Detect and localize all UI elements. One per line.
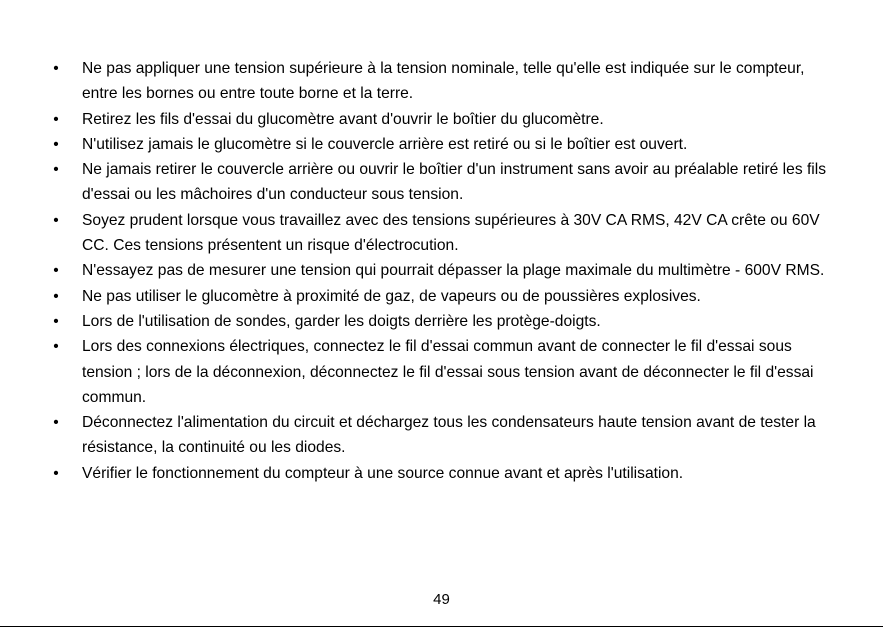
list-item <box>0 284 883 309</box>
bullet-icon: • <box>53 464 59 482</box>
list-item <box>0 56 883 107</box>
list-item-text: Retirez les fils d'essai du glucomètre avant d'ouvrir le boîtier du glucomètre. <box>82 110 604 128</box>
list-item <box>0 309 883 334</box>
bullet-icon: • <box>53 338 59 356</box>
bullet-icon: • <box>53 60 59 77</box>
list-item <box>0 258 883 283</box>
bullet-icon: • <box>53 135 59 153</box>
list-item-text: Lors de l'utilisation de sondes, garder les doigts derrière les protège-doigts. <box>82 312 601 330</box>
bullet-icon: • <box>53 312 59 330</box>
footer-divider <box>0 626 883 627</box>
list-item <box>0 157 883 208</box>
list-item-text: Vérifier le fonctionnement du compteur à une source connue avant et après l'utilisation. <box>82 464 684 482</box>
list-item-text: Ne pas appliquer une tension supérieure à la tension nominale, telle qu'elle est indiquée sur le compteur, entre les bornes ou entre toute borne et la terre. <box>82 60 805 103</box>
list-item <box>0 461 883 486</box>
list-item <box>0 107 883 132</box>
list-item-text: Soyez prudent lorsque vous travaillez avec des tensions supérieures à 30V CA RMS, 42V CA crête ou 60V CC. Ces tensions présentent un risque d'électrocution. <box>82 211 820 255</box>
list-item-text: Lors des connexions électriques, connectez le fil d'essai commun avant de connecter le fil d'essai sous tension ; lors de la déconnexion, déconnectez le fil d'essai sous tension avant de déconnecter le fil d'essai commun. <box>82 338 814 406</box>
safety-bullet-list <box>0 56 883 486</box>
list-item <box>0 132 883 157</box>
bullet-icon: • <box>53 110 59 128</box>
bullet-icon: • <box>53 414 59 432</box>
list-item-text: Déconnectez l'alimentation du circuit et déchargez tous les condensateurs haute tension avant de tester la résistance, la continuité ou les diodes. <box>82 414 816 457</box>
bullet-icon: • <box>53 211 59 229</box>
list-item <box>0 410 883 461</box>
list-item-text: Ne jamais retirer le couvercle arrière ou ouvrir le boîtier d'un instrument sans avoir au préalable retiré les fils d'essai ou les mâchoires d'un conducteur sous tension. <box>82 161 827 204</box>
bullet-icon: • <box>53 287 59 305</box>
list-item <box>0 334 883 410</box>
list-item-text: N'essayez pas de mesurer une tension qui pourrait dépasser la plage maximale du multimètre - 600V RMS. <box>82 262 825 280</box>
bullet-icon: • <box>53 161 59 179</box>
list-item <box>0 208 883 259</box>
list-item-text: N'utilisez jamais le glucomètre si le couvercle arrière est retiré ou si le boîtier est ouvert. <box>82 135 688 153</box>
list-item-text: Ne pas utiliser le glucomètre à proximité de gaz, de vapeurs ou de poussières explosives. <box>82 287 701 305</box>
bullet-icon: • <box>53 262 59 280</box>
page-number: 49 <box>433 591 450 608</box>
